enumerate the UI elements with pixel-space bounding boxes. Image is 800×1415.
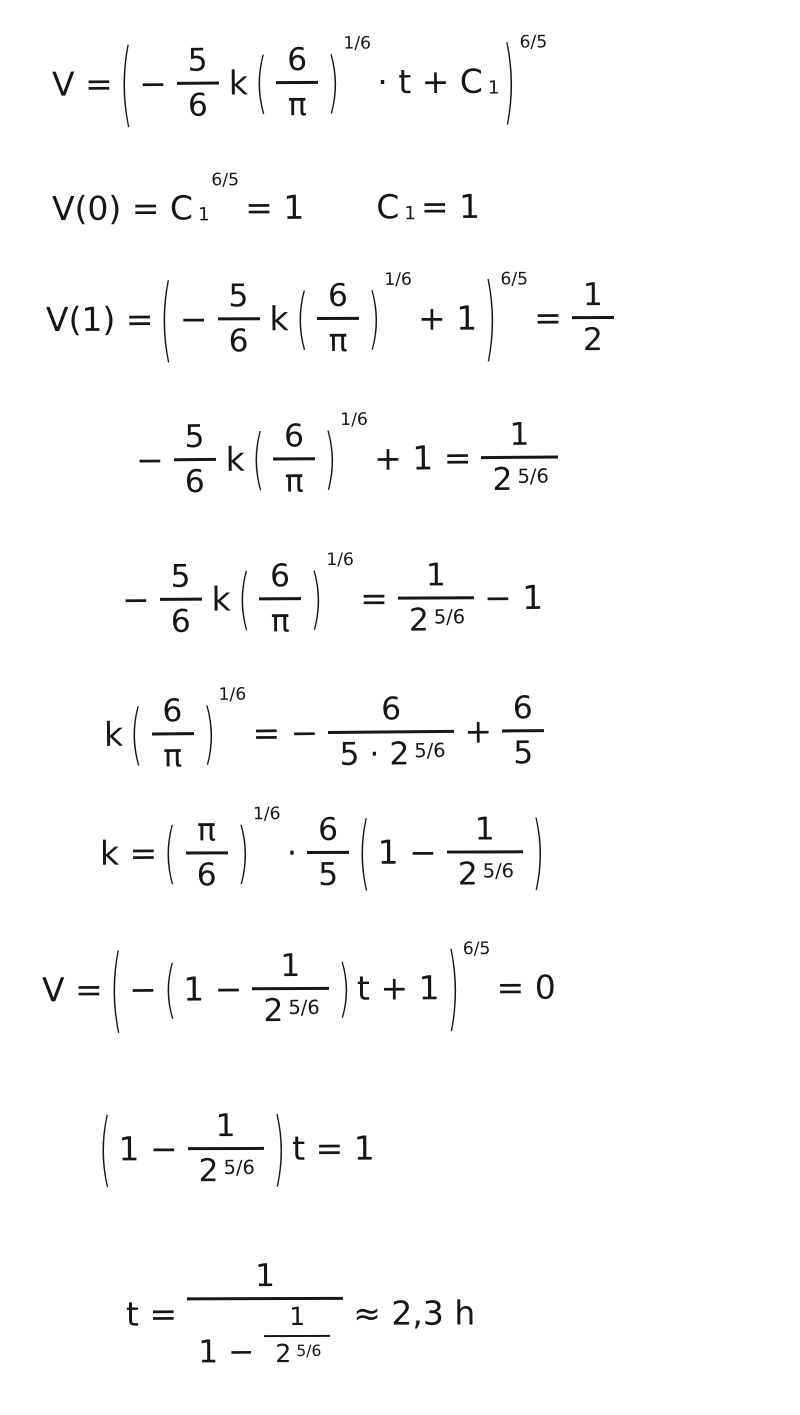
math-fraction	[186, 812, 228, 893]
math-text: k	[211, 579, 231, 619]
fraction-denominator	[273, 460, 315, 499]
math-text: −	[135, 440, 164, 480]
math-text: k	[225, 439, 245, 479]
math-superscript: 1/6	[218, 684, 247, 706]
math-fraction	[328, 691, 455, 773]
paren-inner	[270, 42, 325, 123]
math-text: 6	[287, 41, 308, 79]
paren-open: (	[109, 935, 123, 1044]
math-text: ≈ 2,3 h	[353, 1293, 476, 1334]
math-text: =	[360, 578, 388, 618]
equation-line-volume-zero	[38, 933, 560, 1044]
math-text: − 1	[483, 577, 544, 618]
paren-group	[235, 558, 326, 640]
paren-close: )	[236, 814, 250, 892]
paren-open: (	[129, 695, 143, 773]
paren-close: )	[272, 1101, 286, 1196]
math-text: t =	[125, 1294, 178, 1335]
math-fraction	[173, 419, 216, 500]
paren-close: )	[337, 951, 351, 1025]
equation-line-final-answer	[122, 1257, 480, 1370]
math-text: · t + C	[377, 61, 484, 102]
fraction-numerator	[252, 948, 328, 990]
math-fraction	[217, 278, 259, 359]
math-superscript: 5/6	[482, 858, 515, 883]
math-text: 5	[228, 278, 249, 315]
math-fraction	[572, 277, 614, 358]
math-text: 6	[512, 690, 533, 727]
math-text: k	[228, 63, 249, 103]
math-text: 2	[492, 461, 513, 499]
math-text: 6	[162, 693, 183, 730]
fraction-denominator	[317, 320, 359, 359]
paren-group	[157, 264, 499, 373]
fraction-numerator	[187, 1108, 263, 1150]
math-superscript: 5/6	[414, 738, 446, 762]
equation-line-general-solution	[48, 27, 550, 138]
math-text: 1	[582, 277, 603, 314]
math-text: 6	[269, 558, 291, 595]
math-text: 6	[170, 603, 191, 640]
equation-line-divide-coefficient	[100, 684, 551, 775]
paren-open: (	[254, 44, 268, 122]
math-superscript: 6/5	[500, 269, 529, 290]
math-text: π	[270, 603, 290, 640]
math-subscript: 1	[404, 203, 416, 225]
paren-inner	[114, 1108, 270, 1190]
math-text: 6	[318, 811, 339, 849]
fraction-denominator	[398, 599, 474, 638]
fraction-denominator	[174, 461, 216, 500]
paren-group	[252, 42, 343, 124]
math-superscript: 5/6	[223, 1155, 255, 1179]
paren-group	[96, 1101, 288, 1197]
fraction-numerator	[276, 42, 318, 84]
paren-close: )	[202, 694, 216, 773]
fraction-numerator	[447, 811, 523, 853]
paren-open: (	[358, 805, 371, 900]
paren-group	[127, 693, 219, 775]
math-fraction	[252, 948, 329, 1029]
fraction-numerator	[328, 691, 454, 734]
fraction-numerator	[273, 418, 315, 460]
math-text: = 1	[245, 187, 305, 228]
paren-close: )	[323, 419, 337, 498]
paren-open: (	[295, 279, 309, 358]
math-text: t = 1	[292, 1128, 375, 1168]
math-text: V(1) =	[45, 299, 154, 340]
math-text: −	[121, 579, 150, 620]
math-text: 1	[289, 1302, 306, 1332]
paren-group	[292, 278, 383, 359]
fraction-denominator	[252, 990, 328, 1029]
math-fraction	[187, 1108, 264, 1189]
math-text: π	[284, 463, 304, 500]
math-text: 5	[187, 42, 208, 79]
math-text: 6	[187, 87, 209, 124]
fraction-denominator	[502, 732, 544, 771]
paren-open: (	[163, 952, 177, 1026]
paren-open: (	[160, 265, 173, 373]
fraction-numerator	[151, 693, 193, 735]
paren-inner	[179, 948, 335, 1030]
math-text: −	[179, 299, 208, 339]
fraction-denominator	[177, 85, 219, 124]
fraction-denominator	[187, 1300, 343, 1370]
math-superscript: 5/6	[517, 464, 549, 488]
fraction-numerator	[502, 690, 544, 732]
paren-inner	[267, 418, 322, 499]
paren-inner	[253, 558, 307, 639]
math-fraction	[259, 558, 301, 639]
fraction-denominator	[307, 854, 349, 893]
math-text: 5	[318, 856, 339, 894]
math-text: 6	[184, 464, 205, 501]
math-fraction	[159, 559, 201, 640]
equation-line-linear-in-t	[96, 1101, 379, 1197]
fraction-numerator	[217, 278, 259, 320]
fraction-numerator	[159, 559, 201, 601]
math-text: 5	[513, 735, 534, 772]
math-text: 1	[215, 1108, 236, 1145]
paren-group	[161, 812, 252, 893]
paren-group	[248, 418, 339, 500]
math-text: 6	[196, 857, 217, 894]
fraction-numerator	[259, 558, 301, 600]
fraction-denominator	[152, 735, 194, 774]
paren-open: (	[251, 420, 265, 498]
fraction-numerator	[187, 1258, 343, 1301]
math-text: 1	[474, 811, 495, 848]
math-text: 1	[254, 1258, 276, 1295]
math-text: +	[464, 711, 493, 751]
equation-line-solved-for-k	[96, 804, 548, 900]
paren-close: )	[446, 933, 460, 1042]
paren-group	[107, 933, 463, 1044]
math-text: C	[376, 187, 400, 227]
math-text: 1	[425, 557, 446, 594]
equation-line-isolate-k-term	[118, 550, 548, 640]
equation-line-root-taken	[132, 410, 564, 501]
fraction-numerator	[186, 812, 228, 854]
math-text: 2	[582, 322, 603, 359]
math-text: π	[287, 86, 307, 124]
math-text: 5	[184, 419, 205, 456]
paren-close: )	[367, 279, 381, 358]
math-text: V =	[41, 970, 103, 1010]
math-text: 2	[198, 1153, 219, 1190]
fraction-numerator	[307, 812, 349, 854]
math-text: 1 −	[118, 1129, 178, 1169]
math-superscript: 1/6	[252, 804, 281, 825]
paren-inner	[180, 812, 234, 893]
math-superscript: 6/5	[519, 32, 548, 53]
math-text: k	[103, 714, 124, 754]
math-text: V =	[51, 64, 113, 104]
math-text: π	[328, 322, 348, 360]
math-fraction	[481, 417, 558, 499]
fraction-denominator	[259, 600, 301, 639]
math-text: 5	[170, 558, 191, 595]
paren-inner	[311, 278, 365, 359]
math-superscript: 1/6	[343, 33, 372, 54]
math-text: 1 −	[183, 969, 243, 1009]
math-text: 2	[275, 1338, 292, 1368]
math-text: 6	[381, 691, 402, 728]
fraction-denominator	[276, 84, 318, 123]
math-fraction	[502, 690, 545, 771]
math-text: −	[129, 969, 157, 1009]
fraction-denominator	[481, 459, 557, 499]
paren-close: )	[309, 559, 323, 638]
math-text: π	[197, 812, 217, 849]
math-text: = 0	[496, 967, 556, 1007]
math-text: k =	[99, 833, 158, 873]
paren-group	[116, 27, 519, 138]
math-text: 1 −	[198, 1334, 255, 1371]
math-superscript: 1/6	[326, 550, 355, 571]
math-fraction	[447, 811, 524, 892]
math-fraction	[151, 693, 194, 774]
math-text: 6	[283, 418, 305, 455]
math-superscript: 1/6	[340, 410, 368, 431]
math-text: 2	[263, 993, 284, 1030]
math-text: −	[139, 63, 167, 104]
math-text: + 1 =	[374, 438, 472, 478]
math-fraction	[187, 1258, 344, 1370]
paren-inner	[373, 811, 529, 893]
math-text: t + 1	[356, 968, 440, 1008]
fraction-denominator	[160, 601, 202, 640]
math-text: V(0) = C	[51, 188, 194, 229]
math-text: k	[269, 299, 289, 339]
math-text: 1	[280, 947, 301, 985]
equation-line-initial-condition	[48, 170, 484, 229]
fraction-denominator	[572, 319, 614, 358]
math-text: 1	[509, 416, 530, 453]
fraction-denominator	[186, 854, 228, 893]
math-superscript: 5/6	[433, 604, 466, 629]
paren-close: )	[327, 43, 340, 122]
math-text: 1 −	[377, 832, 437, 872]
fraction-numerator	[572, 277, 614, 319]
math-text: + 1	[417, 298, 478, 338]
paren-open: (	[119, 29, 133, 138]
paren-group	[161, 948, 354, 1030]
fraction-numerator	[177, 43, 219, 85]
math-superscript: 1/6	[384, 269, 412, 291]
math-fraction	[273, 418, 316, 499]
paren-group	[355, 804, 547, 900]
fraction-denominator	[218, 320, 260, 359]
fraction-numerator	[481, 417, 558, 460]
paren-open: (	[164, 814, 177, 892]
math-superscript: 5/6	[296, 1341, 322, 1360]
paren-open: (	[237, 560, 251, 638]
paren-inner	[145, 693, 200, 775]
paren-close: )	[484, 264, 497, 372]
math-subscript: 1	[197, 204, 210, 226]
math-fraction	[276, 42, 319, 123]
math-fraction	[398, 557, 475, 638]
fraction-denominator	[264, 1337, 330, 1369]
fraction-denominator	[188, 1150, 264, 1189]
fraction-denominator	[328, 733, 454, 773]
math-text: ·	[286, 833, 298, 873]
fraction-numerator	[173, 419, 215, 461]
paren-inner	[135, 33, 501, 125]
math-text: = 1	[420, 186, 481, 227]
fraction-numerator	[264, 1303, 330, 1337]
paren-inner	[125, 947, 444, 1030]
math-text: =	[534, 298, 562, 338]
math-text: π	[163, 738, 183, 775]
paren-open: (	[98, 1101, 112, 1197]
math-text: 6	[327, 277, 348, 315]
fraction-denominator	[447, 853, 523, 892]
math-fraction	[307, 812, 349, 893]
paren-close: )	[531, 804, 545, 900]
fraction-numerator	[317, 278, 359, 320]
math-superscript: 5/6	[288, 995, 320, 1019]
math-superscript: 6/5	[462, 939, 491, 960]
paren-close: )	[503, 27, 517, 135]
math-text: 6	[228, 323, 249, 360]
math-subscript: 1	[487, 77, 500, 99]
math-text: 2	[408, 602, 429, 639]
math-fraction	[317, 278, 359, 359]
math-fraction	[264, 1303, 330, 1369]
equation-line-condition-at-t-1	[42, 264, 620, 373]
paren-inner	[176, 269, 482, 360]
math-fraction	[177, 43, 220, 124]
fraction-numerator	[398, 557, 474, 599]
math-text: 2	[457, 856, 478, 893]
math-text: = −	[252, 713, 319, 753]
math-superscript: 6/5	[211, 170, 240, 191]
math-text: 5 · 2	[339, 736, 410, 773]
